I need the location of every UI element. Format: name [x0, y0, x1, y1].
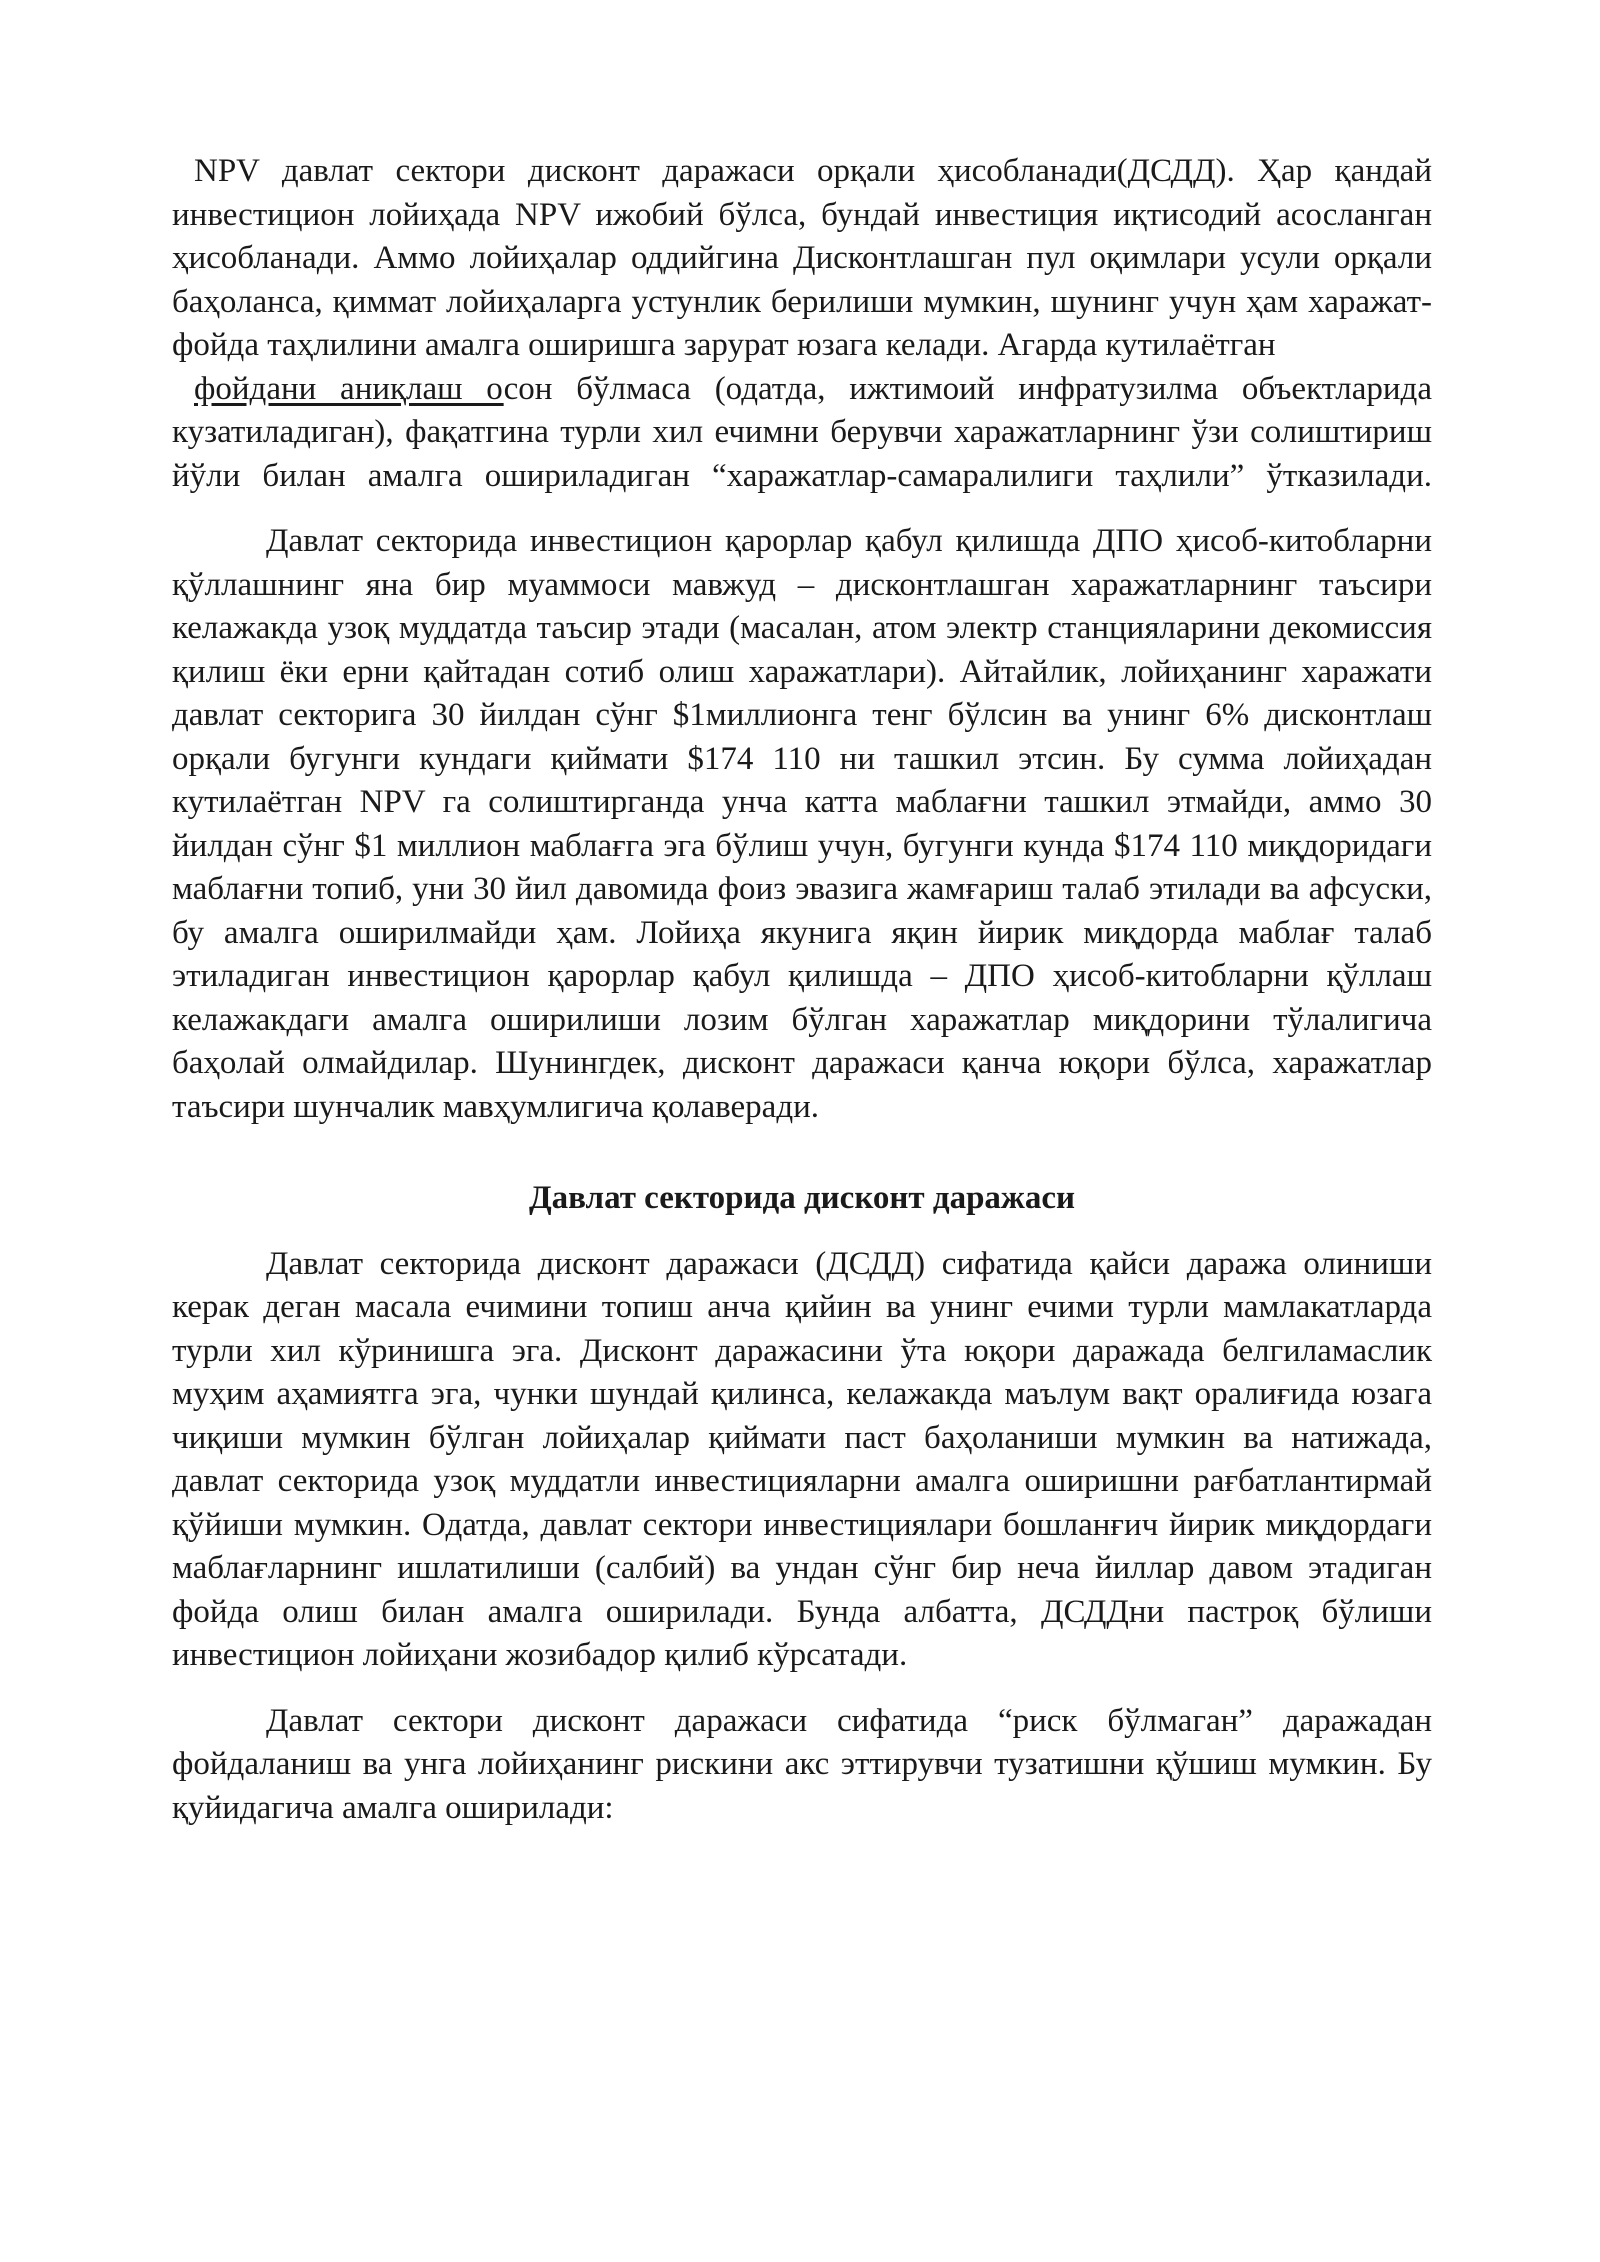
paragraph-npv-intro — [172, 150, 1432, 498]
paragraph-risk-free-rate: Давлат сектори дисконт даражаси сифатида “риск бўлмаган” даражадан фойдаланиш ва унга лойиҳанинг рискини акс эттирувчи тузатишни қўшиш мумкин. Бу қуйидагича амалга оширилади: — [172, 1702, 1432, 1826]
paragraph-discount-rate: Давлат секторида дисконт даражаси (ДСДД) сифатида қайси даража олиниши керак деган масала ечимини топиш анча қийин ва унинг ечими турли мамлакатларда турли хил кўринишга эга. Дисконт даражасини ўта юқори даражада белгиламаслик муҳим аҳамиятга эга, чунки шундай қилинса, келажакда маълум вақт оралиғида юзага чиқиши мумкин бўлган лойиҳалар қиймати паст баҳоланиши мумкин ва натижада, давлат секторида узоқ муддатли инвестицияларни амалга оширишни рағбатлантирмай қўйиши мумкин. Одатда, давлат сектори инвестициялари бошланғич йирик миқдордаги маблағларнинг ишлатилиши (салбий) ва ундан сўнг бир неча йиллар давом этадиган фойда олиш билан амалга оширилади. Бунда албатта, ДСДДни пастроқ бўлиши инвестицион лойиҳани жозибадор қилиб кўрсатади. — [172, 1245, 1432, 1673]
paragraph-dpo-problem: Давлат секторида инвестицион қарорлар қабул қилишда ДПО ҳисоб-китобларни қўллашнинг яна бир муаммоси мавжуд – дисконтлашган харажатларнинг таъсири келажакда узоқ муддатда таъсир этади (масалан, атом электр станцияларини декомиссия қилиш ёки ерни қайтадан сотиб олиш харажатлари). Айтайлик, лойиҳанинг харажати давлат секторига 30 йилдан сўнг $1миллионга тенг бўлсин ва унинг 6% дисконтлаш орқали бугунги кундаги қиймати $174 110 ни ташкил этсин. Бу сумма лойиҳадан кутилаётган NPV га солиштирганда унча катта маблағни ташкил этмайди, аммо 30 йилдан сўнг $1 миллион маблағга эга бўлиш учун, бугунги кунда $174 110 миқдоридаги маблағни топиб, уни 30 йил давомида фоиз эвазига жамғариш талаб этилади ва афсуски, бу амалга оширилмайди ҳам. Лойиҳа якунига яқин йирик миқдорда маблағ талаб этиладиган инвестицион қарорлар қабул қилишда – ДПО ҳисоб-китобларни қўллаш келажакдаги амалга оширилиши лозим бўлган харажатлар миқдорини тўлалигича баҳолай олмайдилар. Шунингдек, дисконт даражаси қанча юқори бўлса, харажатлар таъсири шунчалик мавҳумлигича қолаверади. — [172, 523, 1432, 1125]
paragraph-npv-intro-continuation — [172, 368, 1432, 499]
underlined-phrase: фойдани аниқлаш о — [194, 370, 504, 407]
paragraph-npv-intro-text: NPV давлат сектори дисконт даражаси орқали ҳисобланади(ДСДД). Ҳар қандай инвестицион лойиҳада NPV ижобий бўлса, бундай инвестиция иқтисодий асосланган ҳисобланади. Аммо лойиҳалар оддийгина Дисконтлашган пул оқимлари усули орқали баҳоланса, қиммат лойиҳаларга устунлик берилиши мумкин, шунинг учун ҳам харажат-фойда таҳлилини амалга оширишга зарурат юзага келади. Агарда кутилаётган — [172, 153, 1432, 363]
document-page — [172, 150, 1432, 1830]
section-heading: Давлат секторида дисконт даражаси — [528, 1180, 1076, 1216]
paragraph-npv-intro-text-2: сон бўлмаса (одатда, ижтимоий инфратузилма объектларида кузатиладиган), фақатгина турли хил ечимни берувчи харажатларнинг ўзи солиштириш йўли билан амалга ошириладиган “харажатлар-самаралилиги таҳлили” ўтказилади. — [172, 370, 1432, 494]
